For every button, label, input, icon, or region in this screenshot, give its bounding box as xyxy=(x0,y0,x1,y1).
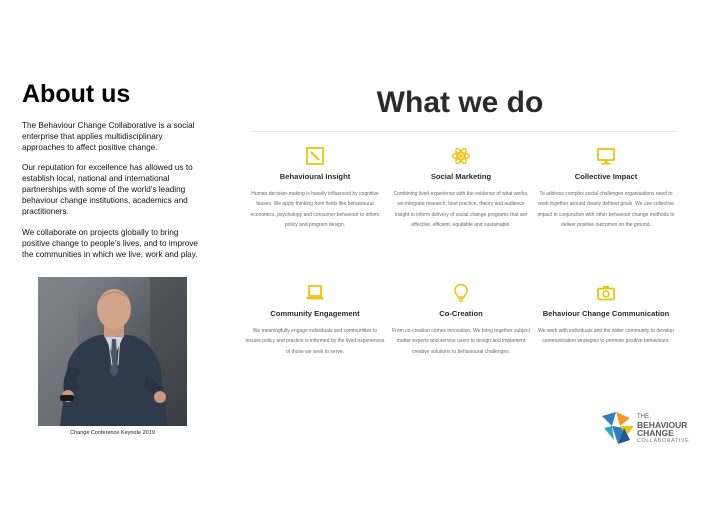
lightbulb-icon xyxy=(451,283,471,303)
about-paragraph-3: We collaborate on projects globally to bring positive change to people’s lives, and to improve the communities in which we live, work and play. xyxy=(22,228,198,259)
service-behaviour-change-communication xyxy=(536,283,676,347)
service-community-engagement xyxy=(245,283,385,357)
service-description: Combining lived experience with the evidence of what works, we integrate research, best practice, theory and audience insight to inform delivery of social change programs that are effective, efficient, equitable and sustainable. xyxy=(393,191,529,229)
photo-caption: Change Conference Keynote 2019 xyxy=(70,430,155,436)
logo-mark-icon xyxy=(600,410,636,446)
monitor-icon xyxy=(596,146,616,166)
service-title: Behavioural Insight xyxy=(279,172,351,181)
atom-icon xyxy=(451,146,471,166)
logo-line-the: THE xyxy=(637,414,649,420)
service-title: Collective Impact xyxy=(574,172,638,181)
service-co-creation xyxy=(391,283,531,357)
laptop-icon xyxy=(305,283,325,303)
service-title: Social Marketing xyxy=(430,172,492,181)
behaviour-change-collaborative-logo xyxy=(600,408,705,448)
service-behavioural-insight xyxy=(245,146,385,231)
about-title: About us xyxy=(22,80,131,108)
service-description: To address complex social challenges organisations need to work together around clearly defined goals. We use collective impact in conjunction with other behaviour change methods to deliver positive outcomes on the ground. xyxy=(537,191,675,229)
what-we-do-title: What we do xyxy=(376,86,544,119)
logo-line-collaborative: COLLABORATIVE xyxy=(637,438,690,444)
camera-icon xyxy=(596,283,616,303)
service-description: We meaningfully engage individuals and communities to ensure policy and practice is informed by the lived experiences of those we seek to serve. xyxy=(245,328,385,355)
service-title: Community Engagement xyxy=(270,309,360,318)
service-collective-impact xyxy=(536,146,676,231)
service-title: Co-Creation xyxy=(439,309,483,318)
logo-line-change: CHANGE xyxy=(637,428,674,438)
pencil-icon xyxy=(305,146,325,166)
logo-line-behaviour: BEHAVIOUR xyxy=(637,420,688,430)
service-description: Human decision-making is heavily influenced by cognitive biases. We apply thinking from fields like behavioural economics, psychology and consumer behaviour to inform policy and program design. xyxy=(250,191,380,229)
about-paragraph-1: The Behaviour Change Collaborative is a social enterprise that applies multidisciplinary approaches to affect positive change. xyxy=(22,121,195,152)
service-description: From co-creation comes innovation. We bring together subject matter experts and service users to design and implement creative solutions to behavioural challenges. xyxy=(392,328,530,355)
about-paragraph-2: Our reputation for excellence has allowed us to establish local, national and international partnerships with some of the world’s leading behaviour change institutions, academics and practitioners. xyxy=(22,163,193,216)
service-social-marketing xyxy=(391,146,531,231)
service-description: We work with individuals and the wider community to develop communication strategies to promote positive behaviours. xyxy=(538,328,674,345)
divider xyxy=(252,131,676,132)
speaker-photo xyxy=(38,277,187,426)
service-title: Behaviour Change Communication xyxy=(542,309,670,318)
